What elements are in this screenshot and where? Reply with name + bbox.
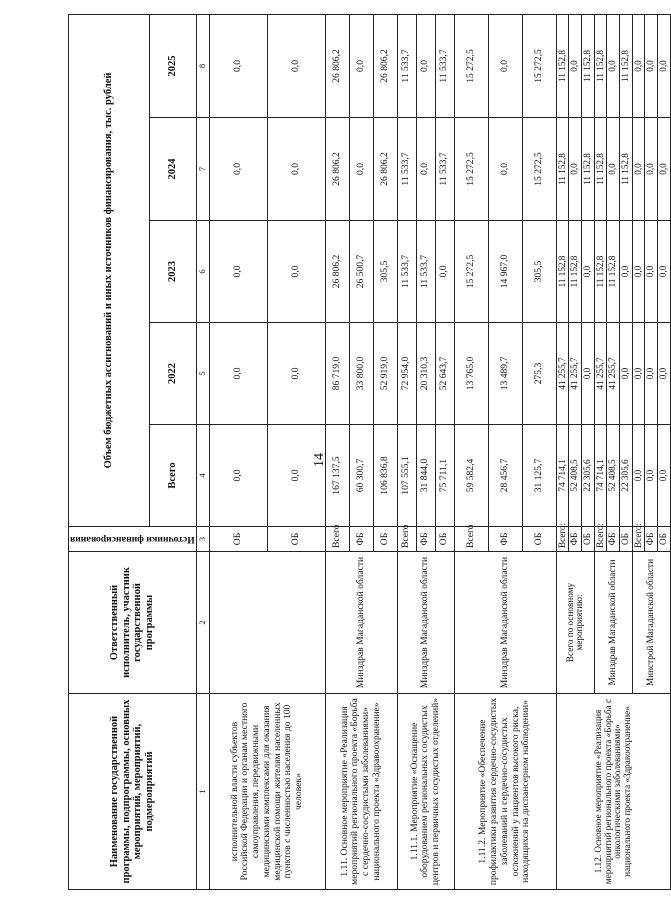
value-cell: 106 836,8 <box>373 425 397 527</box>
value-cell: 15 272,5 <box>522 14 556 117</box>
value-cell: 107 555,1 <box>397 425 416 527</box>
funding-source: Всего: <box>556 527 569 552</box>
value-cell: 15 272,5 <box>454 221 488 323</box>
value-cell: 11 152,8 <box>582 14 595 117</box>
program-name: 1.12. Основное мероприятие «Реализация мероприятий регионального проекта «Борьба с онкологическими заболеваниями» национального проекта «Здравоохранение» <box>556 694 670 890</box>
value-cell: 0,0 <box>657 323 670 425</box>
value-cell: 305,5 <box>522 221 556 323</box>
value-cell: 11 152,8 <box>619 14 632 117</box>
value-cell: 31 844,0 <box>416 425 435 527</box>
column-number: 7 <box>196 118 209 221</box>
value-cell: 0,0 <box>267 14 325 117</box>
value-cell: 0,0 <box>645 118 658 221</box>
value-cell: 52 408,5 <box>569 425 582 527</box>
value-cell: 86 719,0 <box>325 323 349 425</box>
value-cell: 11 152,8 <box>556 14 569 117</box>
value-cell: 0,0 <box>657 118 670 221</box>
value-cell: 11 533,7 <box>397 118 416 221</box>
funding-source: ОБ <box>209 527 267 552</box>
rotated-table-wrapper <box>68 15 668 890</box>
value-cell: 72 954,0 <box>397 323 416 425</box>
funding-source: Всего <box>397 527 416 552</box>
funding-source: ОБ <box>435 527 454 552</box>
value-cell: 15 272,5 <box>454 118 488 221</box>
value-cell: 15 272,5 <box>454 14 488 117</box>
funding-source: ФБ <box>645 527 658 552</box>
value-cell: 20 310,3 <box>416 323 435 425</box>
value-cell: 60 300,7 <box>349 425 373 527</box>
program-name: 1.11.1. Мероприятие «Оснащение оборудованием региональных сосудистых центров и первичных сосудистых отделений» <box>397 694 454 890</box>
column-number-row <box>196 14 209 889</box>
funding-source: ОБ <box>582 527 595 552</box>
value-cell: 0,0 <box>632 323 645 425</box>
responsible-executor: Минздрав Магаданской области <box>594 552 632 694</box>
column-number: 1 <box>196 694 209 890</box>
value-cell: 0,0 <box>267 323 325 425</box>
value-cell: 0,0 <box>569 14 582 117</box>
table-row <box>325 14 349 889</box>
header-year: 2022 <box>149 323 196 425</box>
value-cell: 41 255,7 <box>607 323 620 425</box>
value-cell: 15 272,5 <box>522 118 556 221</box>
value-cell: 0,0 <box>349 118 373 221</box>
value-cell: 0,0 <box>209 221 267 323</box>
value-cell: 14 967,0 <box>488 221 522 323</box>
value-cell: 11 533,7 <box>435 118 454 221</box>
value-cell: 0,0 <box>607 118 620 221</box>
responsible-executor: Всего по основному мероприятию: <box>556 552 594 694</box>
funding-source: ОБ <box>619 527 632 552</box>
value-cell: 0,0 <box>416 118 435 221</box>
value-cell: 0,0 <box>569 118 582 221</box>
table-row <box>454 14 488 889</box>
funding-source: ОБ <box>522 527 556 552</box>
column-number: 5 <box>196 323 209 425</box>
value-cell: 0,0 <box>657 14 670 117</box>
header-name: Наименование государственной программы, подпрограммы, основных мероприятий, мероприятий, подмероприятий <box>69 694 197 890</box>
value-cell: 11 533,7 <box>397 14 416 117</box>
header-source <box>69 527 197 552</box>
value-cell: 74 714,1 <box>556 425 569 527</box>
value-cell: 0,0 <box>645 425 658 527</box>
column-number: 6 <box>196 221 209 323</box>
value-cell: 0,0 <box>632 14 645 117</box>
value-cell: 11 152,8 <box>619 118 632 221</box>
funding-source: ОБ <box>373 527 397 552</box>
header-funding-group: Объем бюджетных ассигнований и иных источников финансирования, тыс. рублей <box>69 14 150 526</box>
header-source-text: Источники финансирования <box>70 534 195 546</box>
responsible-executor: Минздрав Магаданской области <box>325 552 397 694</box>
value-cell: 28 456,7 <box>488 425 522 527</box>
funding-source: ФБ <box>488 527 522 552</box>
funding-source: Всего: <box>594 527 607 552</box>
value-cell: 0,0 <box>267 221 325 323</box>
value-cell: 26 806,2 <box>373 14 397 117</box>
value-cell: 0,0 <box>582 323 595 425</box>
value-cell: 31 125,7 <box>522 425 556 527</box>
value-cell: 22 305,6 <box>582 425 595 527</box>
value-cell: 22 305,6 <box>619 425 632 527</box>
value-cell: 0,0 <box>209 323 267 425</box>
value-cell: 0,0 <box>657 221 670 323</box>
value-cell: 26 806,2 <box>325 118 349 221</box>
value-cell: 0,0 <box>488 118 522 221</box>
value-cell: 11 152,8 <box>607 221 620 323</box>
value-cell: 0,0 <box>209 118 267 221</box>
column-number: 4 <box>196 425 209 527</box>
value-cell: 75 711,1 <box>435 425 454 527</box>
value-cell: 0,0 <box>435 221 454 323</box>
value-cell: 11 152,8 <box>556 221 569 323</box>
value-cell: 0,0 <box>645 323 658 425</box>
value-cell: 0,0 <box>582 221 595 323</box>
column-number: 3 <box>196 527 209 552</box>
column-number: 2 <box>196 552 209 694</box>
table-row <box>397 14 416 889</box>
value-cell: 11 533,7 <box>435 14 454 117</box>
value-cell: 33 800,0 <box>349 323 373 425</box>
header-year: Всего <box>149 425 196 527</box>
value-cell: 11 152,8 <box>594 14 607 117</box>
responsible-executor: Минздрав Магаданской области <box>454 552 556 694</box>
value-cell: 41 255,7 <box>569 323 582 425</box>
table-row <box>556 14 569 889</box>
value-cell: 0,0 <box>645 221 658 323</box>
funding-source: ФБ <box>607 527 620 552</box>
value-cell: 13 765,0 <box>454 323 488 425</box>
funding-source: Всего <box>454 527 488 552</box>
responsible-executor: Минстрой Магаданской области <box>632 552 670 694</box>
value-cell: 0,0 <box>619 221 632 323</box>
value-cell: 11 152,8 <box>569 221 582 323</box>
value-cell: 0,0 <box>607 14 620 117</box>
value-cell: 11 533,7 <box>416 221 435 323</box>
funding-source: ФБ <box>349 527 373 552</box>
value-cell: 11 152,8 <box>582 118 595 221</box>
value-cell: 0,0 <box>267 118 325 221</box>
value-cell: 52 408,5 <box>607 425 620 527</box>
value-cell: 0,0 <box>267 425 325 527</box>
funding-source: Всего: <box>632 527 645 552</box>
value-cell: 26 806,2 <box>325 221 349 323</box>
value-cell: 0,0 <box>645 14 658 117</box>
funding-source: ФБ <box>416 527 435 552</box>
funding-source: Всего <box>325 527 349 552</box>
value-cell: 11 152,8 <box>594 118 607 221</box>
funding-source: ОБ <box>657 527 670 552</box>
value-cell: 0,0 <box>209 425 267 527</box>
value-cell: 52 919,0 <box>373 323 397 425</box>
header-responsible: Ответственный исполнитель, участник государственной программы <box>69 552 197 694</box>
value-cell: 59 582,4 <box>454 425 488 527</box>
header-year: 2024 <box>149 118 196 221</box>
value-cell: 11 152,8 <box>556 118 569 221</box>
page-number: 14 <box>312 453 327 467</box>
value-cell: 74 714,1 <box>594 425 607 527</box>
value-cell: 0,0 <box>632 118 645 221</box>
value-cell: 0,0 <box>632 221 645 323</box>
program-name: исполнительной власти субъектов Российской Федерации и органам местного самоуправления, передвижными медицинскими комплексами для оказания медицинской помощи жителям населенных пунктов с численностью населения до 100 человек» <box>209 694 325 890</box>
header-year: 2025 <box>149 14 196 117</box>
responsible-executor: Минздрав Магаданской области <box>397 552 454 694</box>
value-cell: 0,0 <box>349 14 373 117</box>
value-cell: 305,5 <box>373 221 397 323</box>
column-number: 8 <box>196 14 209 117</box>
value-cell: 275,3 <box>522 323 556 425</box>
value-cell: 167 137,5 <box>325 425 349 527</box>
value-cell: 0,0 <box>416 14 435 117</box>
header-year: 2023 <box>149 221 196 323</box>
value-cell: 52 643,7 <box>435 323 454 425</box>
value-cell: 26 500,7 <box>349 221 373 323</box>
value-cell: 0,0 <box>657 425 670 527</box>
value-cell: 0,0 <box>632 425 645 527</box>
program-name: 1.11. Основное мероприятие «Реализация мероприятий регионального проекта «Борьба с сердечно-сосудистыми заболеваниями» национального проекта «Здравоохранение» <box>325 694 397 890</box>
value-cell: 0,0 <box>488 14 522 117</box>
value-cell: 26 806,2 <box>325 14 349 117</box>
value-cell: 0,0 <box>209 14 267 117</box>
budget-table <box>68 14 671 890</box>
value-cell: 41 255,7 <box>556 323 569 425</box>
funding-source: ОБ <box>267 527 325 552</box>
value-cell: 11 152,8 <box>594 221 607 323</box>
table-row <box>209 14 267 889</box>
value-cell: 26 806,2 <box>373 118 397 221</box>
value-cell: 11 533,7 <box>397 221 416 323</box>
funding-source: ФБ <box>569 527 582 552</box>
value-cell: 13 489,7 <box>488 323 522 425</box>
program-name: 1.11.2. Мероприятие «Обеспечение профилактики развития сердечно-сосудистых заболеваний и сердечно-сосудистых осложнений у пациентов высокого риска, находящихся на диспансерном наблюдении» <box>454 694 556 890</box>
responsible-executor <box>209 552 325 694</box>
value-cell: 0,0 <box>619 323 632 425</box>
value-cell: 41 255,7 <box>594 323 607 425</box>
